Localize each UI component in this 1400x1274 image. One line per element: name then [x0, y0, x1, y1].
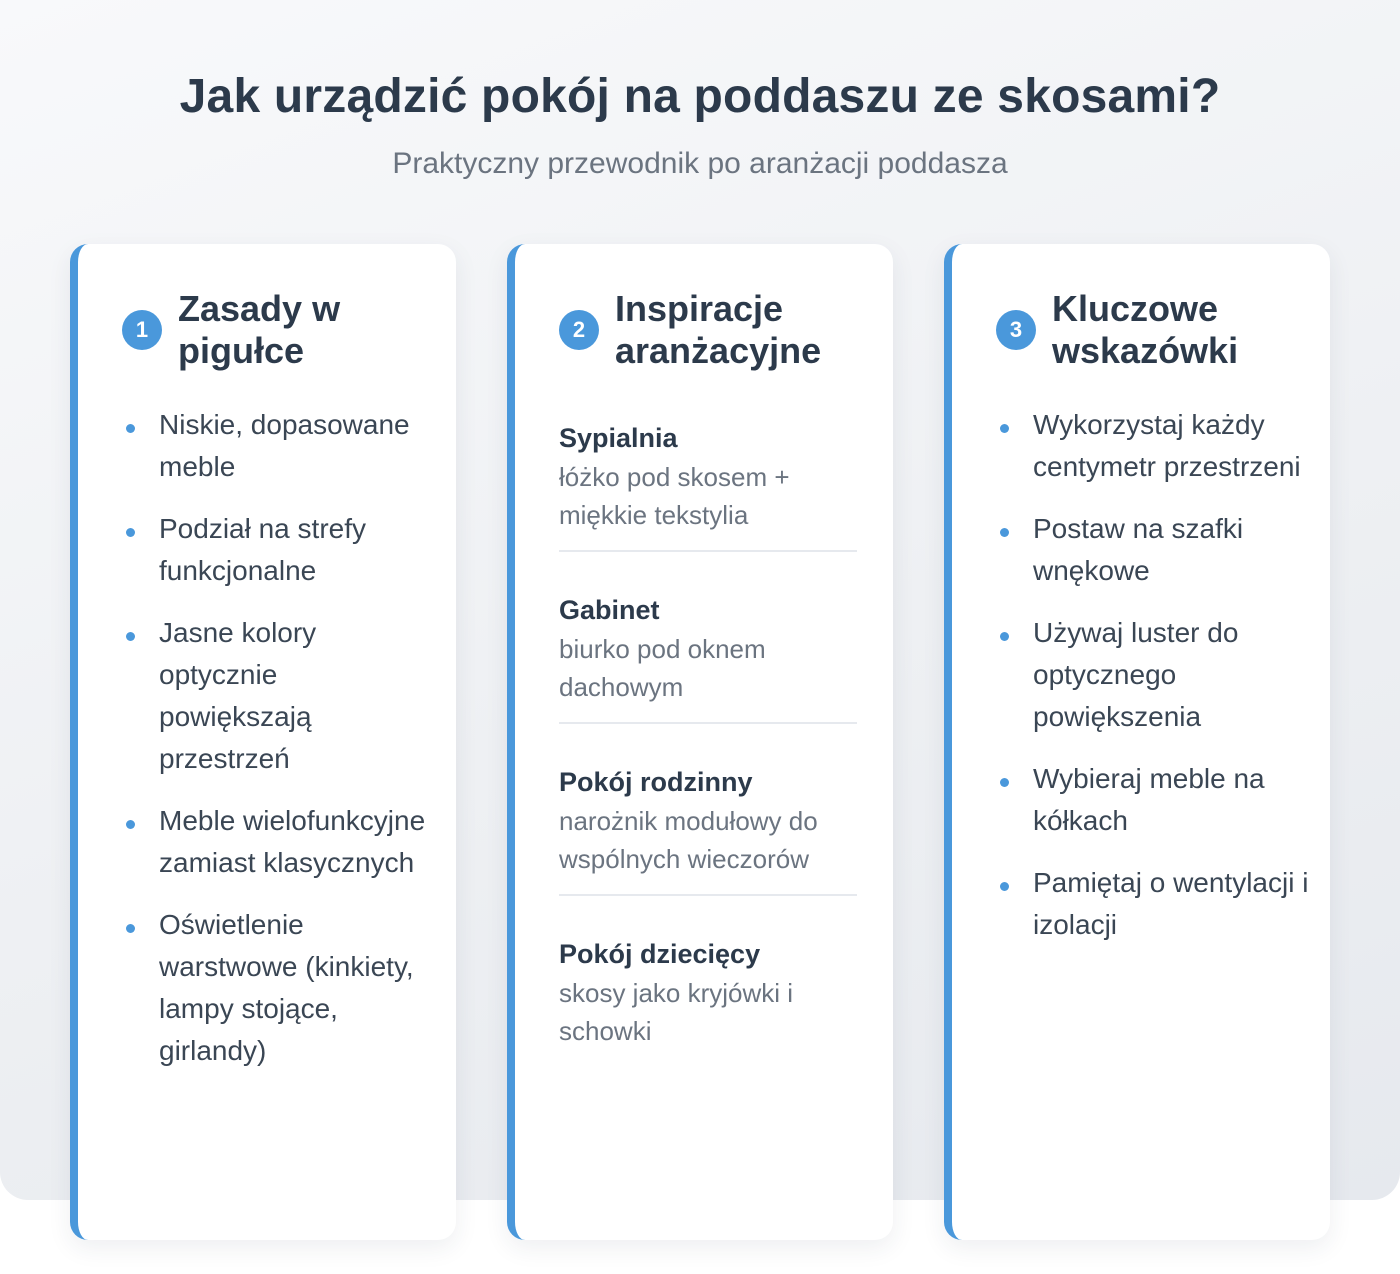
room-item [559, 592, 857, 724]
inspirations-list [559, 420, 857, 1106]
card-header [122, 288, 436, 372]
list-item [122, 612, 426, 780]
page-header [0, 58, 1400, 186]
room-item [559, 764, 857, 896]
list-item-text: Meble wielofunkcyjne zamiast klasycznych [159, 805, 426, 878]
list-item [996, 404, 1310, 488]
room-description: narożnik modułowy do wspólnych wieczorów [559, 806, 818, 874]
list-item [996, 612, 1310, 738]
room-name: Sypialnia [559, 423, 678, 453]
bullet-icon [126, 528, 135, 537]
bullet-icon [1000, 424, 1009, 433]
card-principles [70, 244, 456, 1240]
bullet-icon [1000, 632, 1009, 641]
room-description: skosy jako kryjówki i schowki [559, 978, 794, 1046]
bullet-icon [126, 820, 135, 829]
room-name: Gabinet [559, 595, 660, 625]
room-name: Pokój dziecięcy [559, 939, 761, 969]
list-item-text: Jasne kolory optycznie powiększają przestrzeń [159, 617, 317, 774]
list-item [996, 862, 1310, 946]
list-item-text: Niskie, dopasowane meble [159, 409, 410, 482]
step-number-badge: 2 [559, 310, 599, 350]
list-item-text: Pamiętaj o wentylacji i izolacji [1033, 867, 1309, 940]
card-tips [944, 244, 1330, 1240]
list-item [122, 404, 426, 488]
list-item-text: Oświetlenie warstwowe (kinkiety, lampy stojące, girlandy) [159, 909, 414, 1066]
bullet-icon [126, 632, 135, 641]
room-description: łóżko pod skosem + miękkie tekstylia [559, 462, 790, 530]
step-number-badge: 1 [122, 310, 162, 350]
list-item-text: Podział na strefy funkcjonalne [159, 513, 366, 586]
step-number-badge: 3 [996, 310, 1036, 350]
room-name: Pokój rodzinny [559, 767, 753, 797]
bullet-icon [1000, 882, 1009, 891]
list-item [122, 508, 426, 592]
bullet-icon [1000, 528, 1009, 537]
room-item [559, 420, 857, 552]
list-item-text: Używaj luster do optycznego powiększenia [1033, 617, 1239, 732]
room-item [559, 936, 857, 1066]
page-title: Jak urządzić pokój na poddaszu ze skosami? [179, 70, 1221, 123]
tips-list [996, 404, 1310, 966]
list-item [996, 758, 1310, 842]
list-item [996, 508, 1310, 592]
bullet-icon [126, 924, 135, 933]
principles-list [122, 404, 426, 1092]
bullet-icon [1000, 778, 1009, 787]
list-item-text: Postaw na szafki wnękowe [1033, 513, 1244, 586]
list-item-text: Wybieraj meble na kółkach [1033, 763, 1265, 836]
card-header [996, 288, 1310, 372]
page-subtitle: Praktyczny przewodnik po aranżacji poddasza [392, 147, 1008, 180]
bullet-icon [126, 424, 135, 433]
card-header [559, 288, 873, 372]
list-item-text: Wykorzystaj każdy centymetr przestrzeni [1033, 409, 1301, 482]
card-title: Kluczowe wskazówki [1052, 288, 1239, 371]
room-description: biurko pod oknem dachowym [559, 634, 766, 702]
card-inspirations [507, 244, 893, 1240]
card-title: Inspiracje aranżacyjne [615, 288, 822, 371]
list-item [122, 904, 426, 1072]
card-title: Zasady w pigułce [178, 288, 341, 371]
list-item [122, 800, 426, 884]
